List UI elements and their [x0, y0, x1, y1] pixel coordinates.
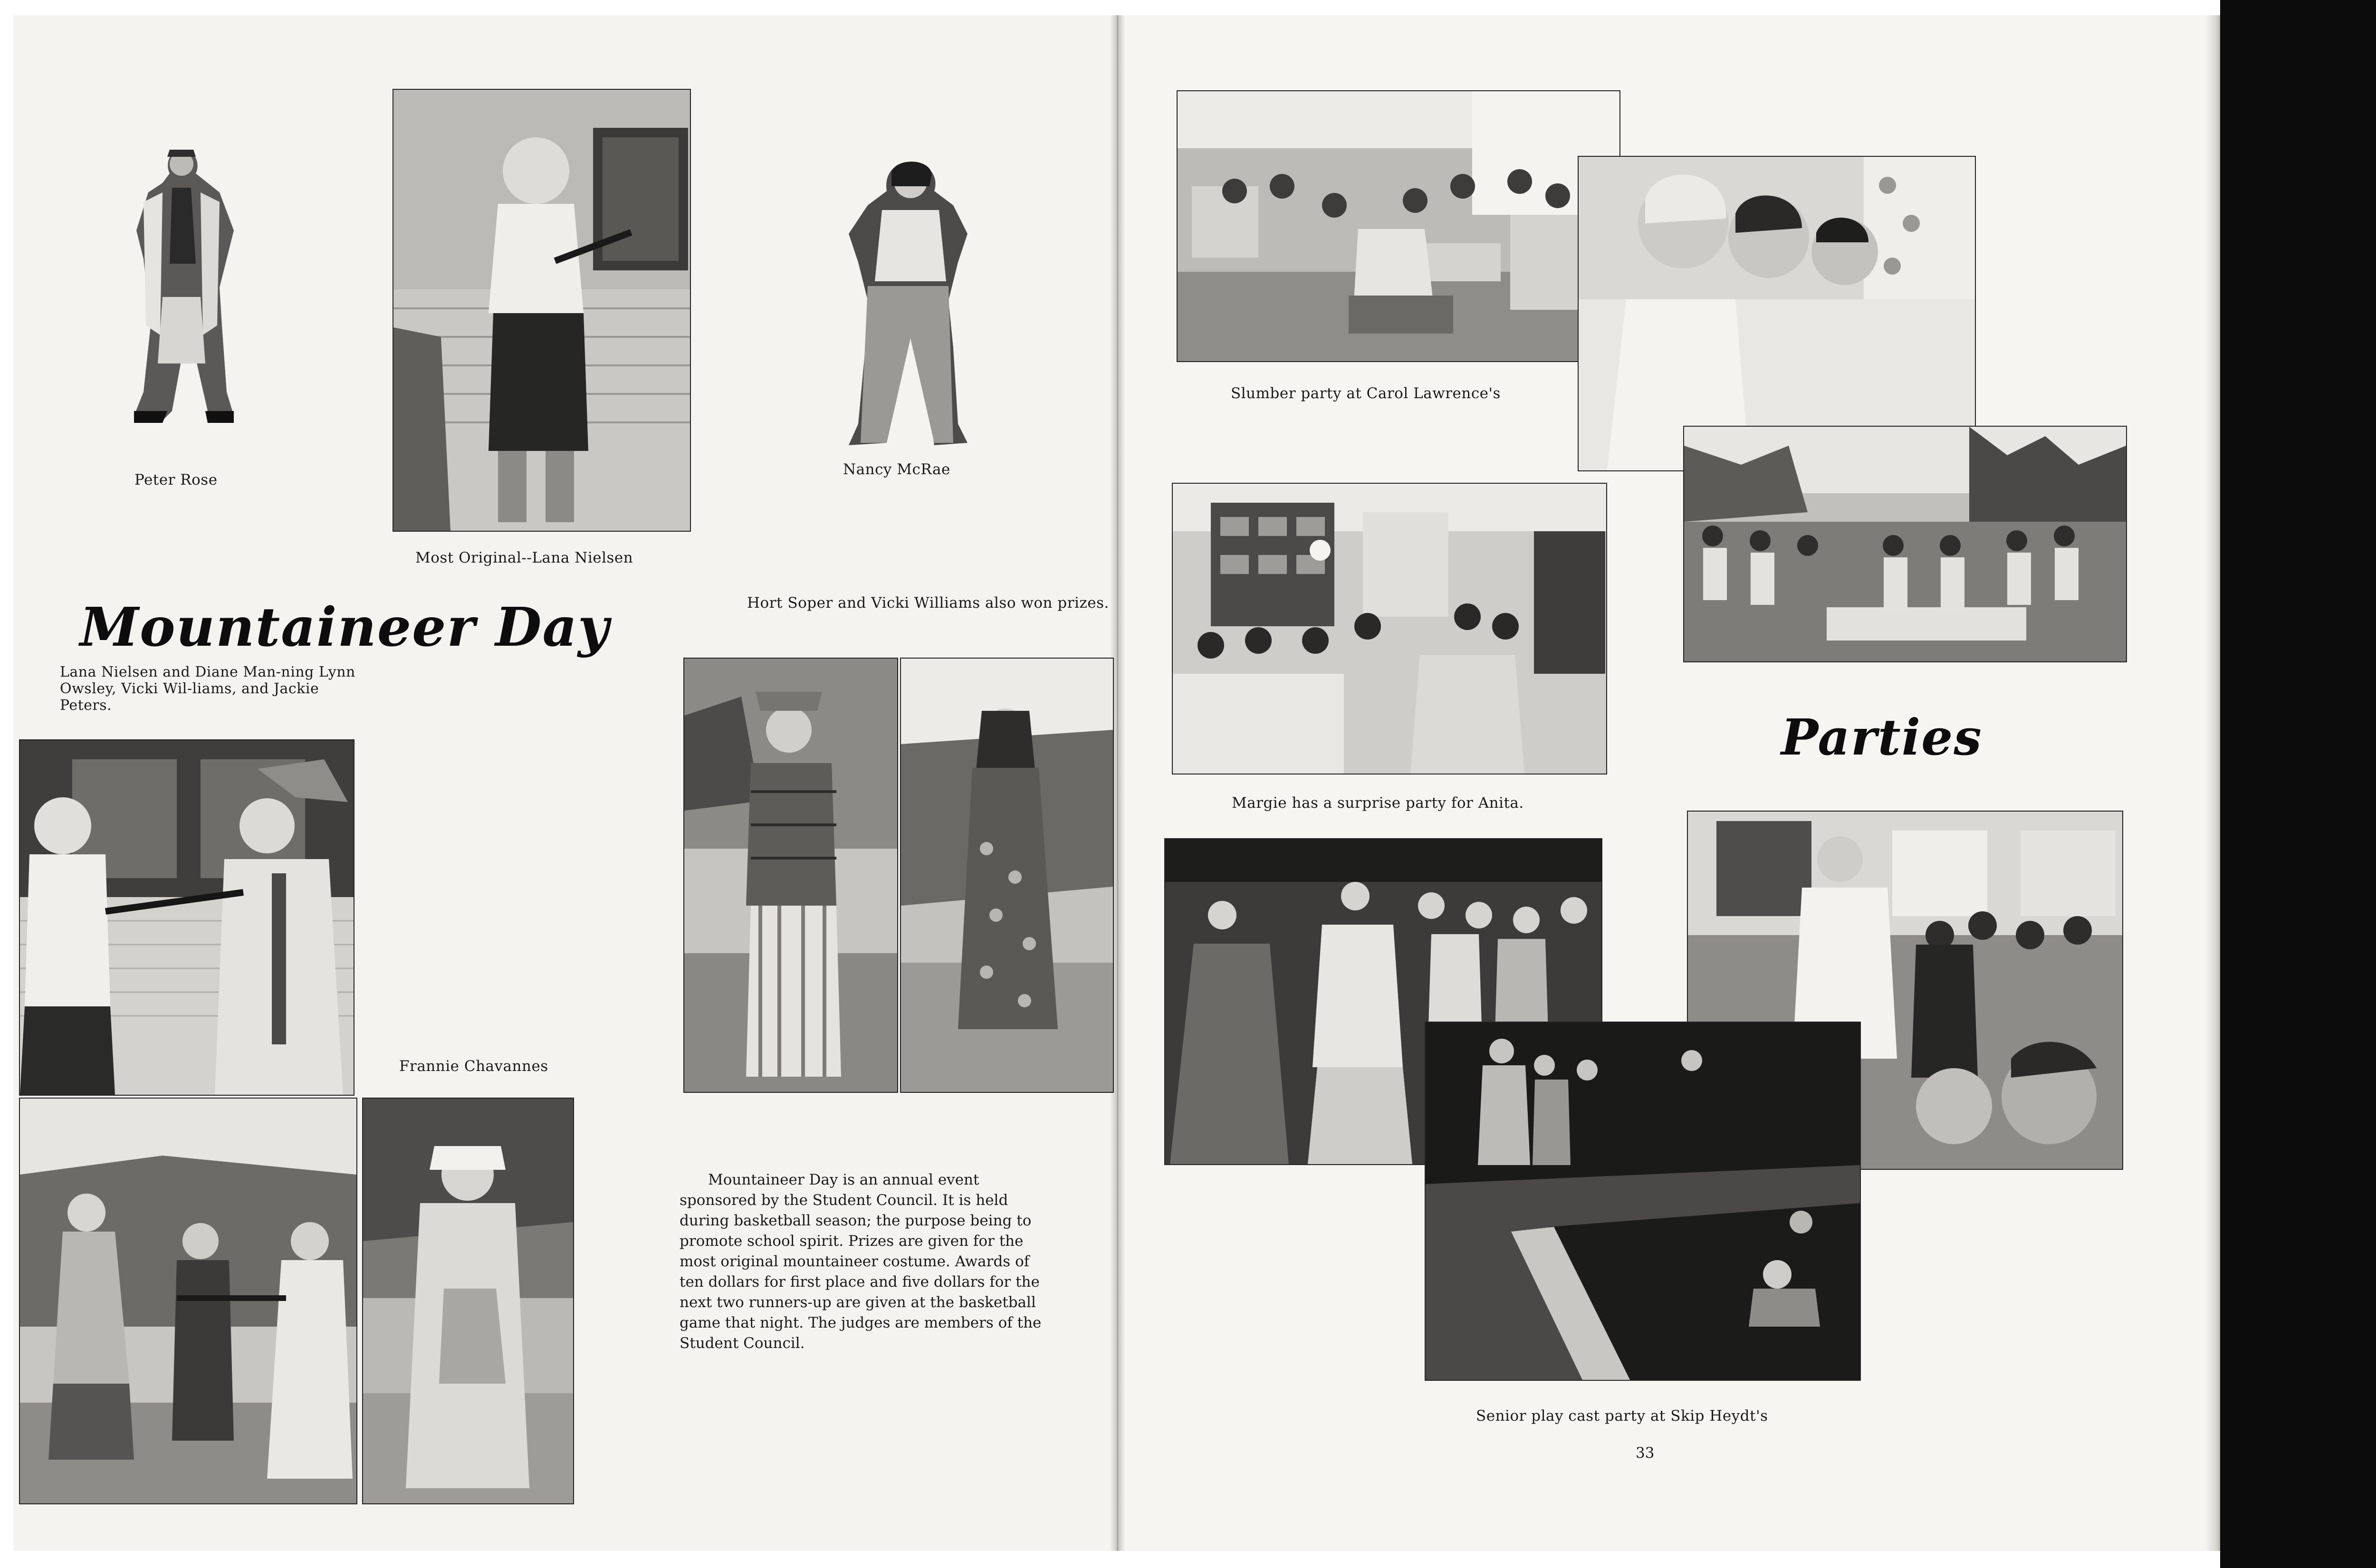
photo-surprise-party: [1172, 483, 1607, 774]
headline-mountaineer-day: Mountaineer Day: [80, 596, 610, 659]
photo-lana-nielsen: [393, 89, 691, 532]
photo-slumber-party-closeup: [1578, 156, 1976, 471]
caption-frannie: Frannie Chavannes: [399, 1058, 548, 1075]
photo-pool-party: [1425, 1022, 1861, 1381]
photo-peter-rose: [125, 145, 239, 430]
photo-hort-soper: [683, 658, 898, 1093]
caption-slumber-party: Slumber party at Carol Lawrence's: [1231, 385, 1501, 402]
caption-most-original: Most Original--Lana Nielsen: [415, 549, 633, 566]
photo-group-three: [19, 1098, 357, 1504]
photo-frannie-chavannes: [362, 1098, 574, 1504]
photo-lana-diane: [19, 739, 354, 1096]
scan-background: [2220, 0, 2376, 1568]
caption-hort-soper: Hort Soper and Vicki Williams also won prizes.: [747, 594, 1109, 612]
page-number: 33: [1636, 1444, 1655, 1462]
caption-senior-play: Senior play cast party at Skip Heydt's: [1476, 1407, 1768, 1425]
photo-nancy-mcrae: [839, 158, 976, 449]
caption-nancy-mcrae: Nancy McRae: [843, 461, 950, 478]
mountaineer-day-description: Mountaineer Day is an annual event sponsored by the Student Council. It is held during basketball season; the purpose being to promote school spirit. Prizes are given for the most original mountaineer costume. Awards of ten dollars for first place and five dollars for the next two runners-up are given at the basketball game that night. The judges are members of the Student Council.: [680, 1171, 1042, 1352]
photo-lawn-group: [1683, 426, 2127, 662]
caption-peter-rose: Peter Rose: [134, 471, 218, 488]
headline-parties: Parties: [1781, 708, 1983, 766]
photo-slumber-party-room: [1177, 90, 1620, 362]
photo-vicki-williams: [900, 658, 1114, 1093]
caption-lana-group: Lana Nielsen and Diane Man-ning Lynn Owsley, Vicki Wil-liams, and Jackie Peters.: [60, 664, 355, 714]
caption-surprise-party: Margie has a surprise party for Anita.: [1232, 794, 1524, 812]
